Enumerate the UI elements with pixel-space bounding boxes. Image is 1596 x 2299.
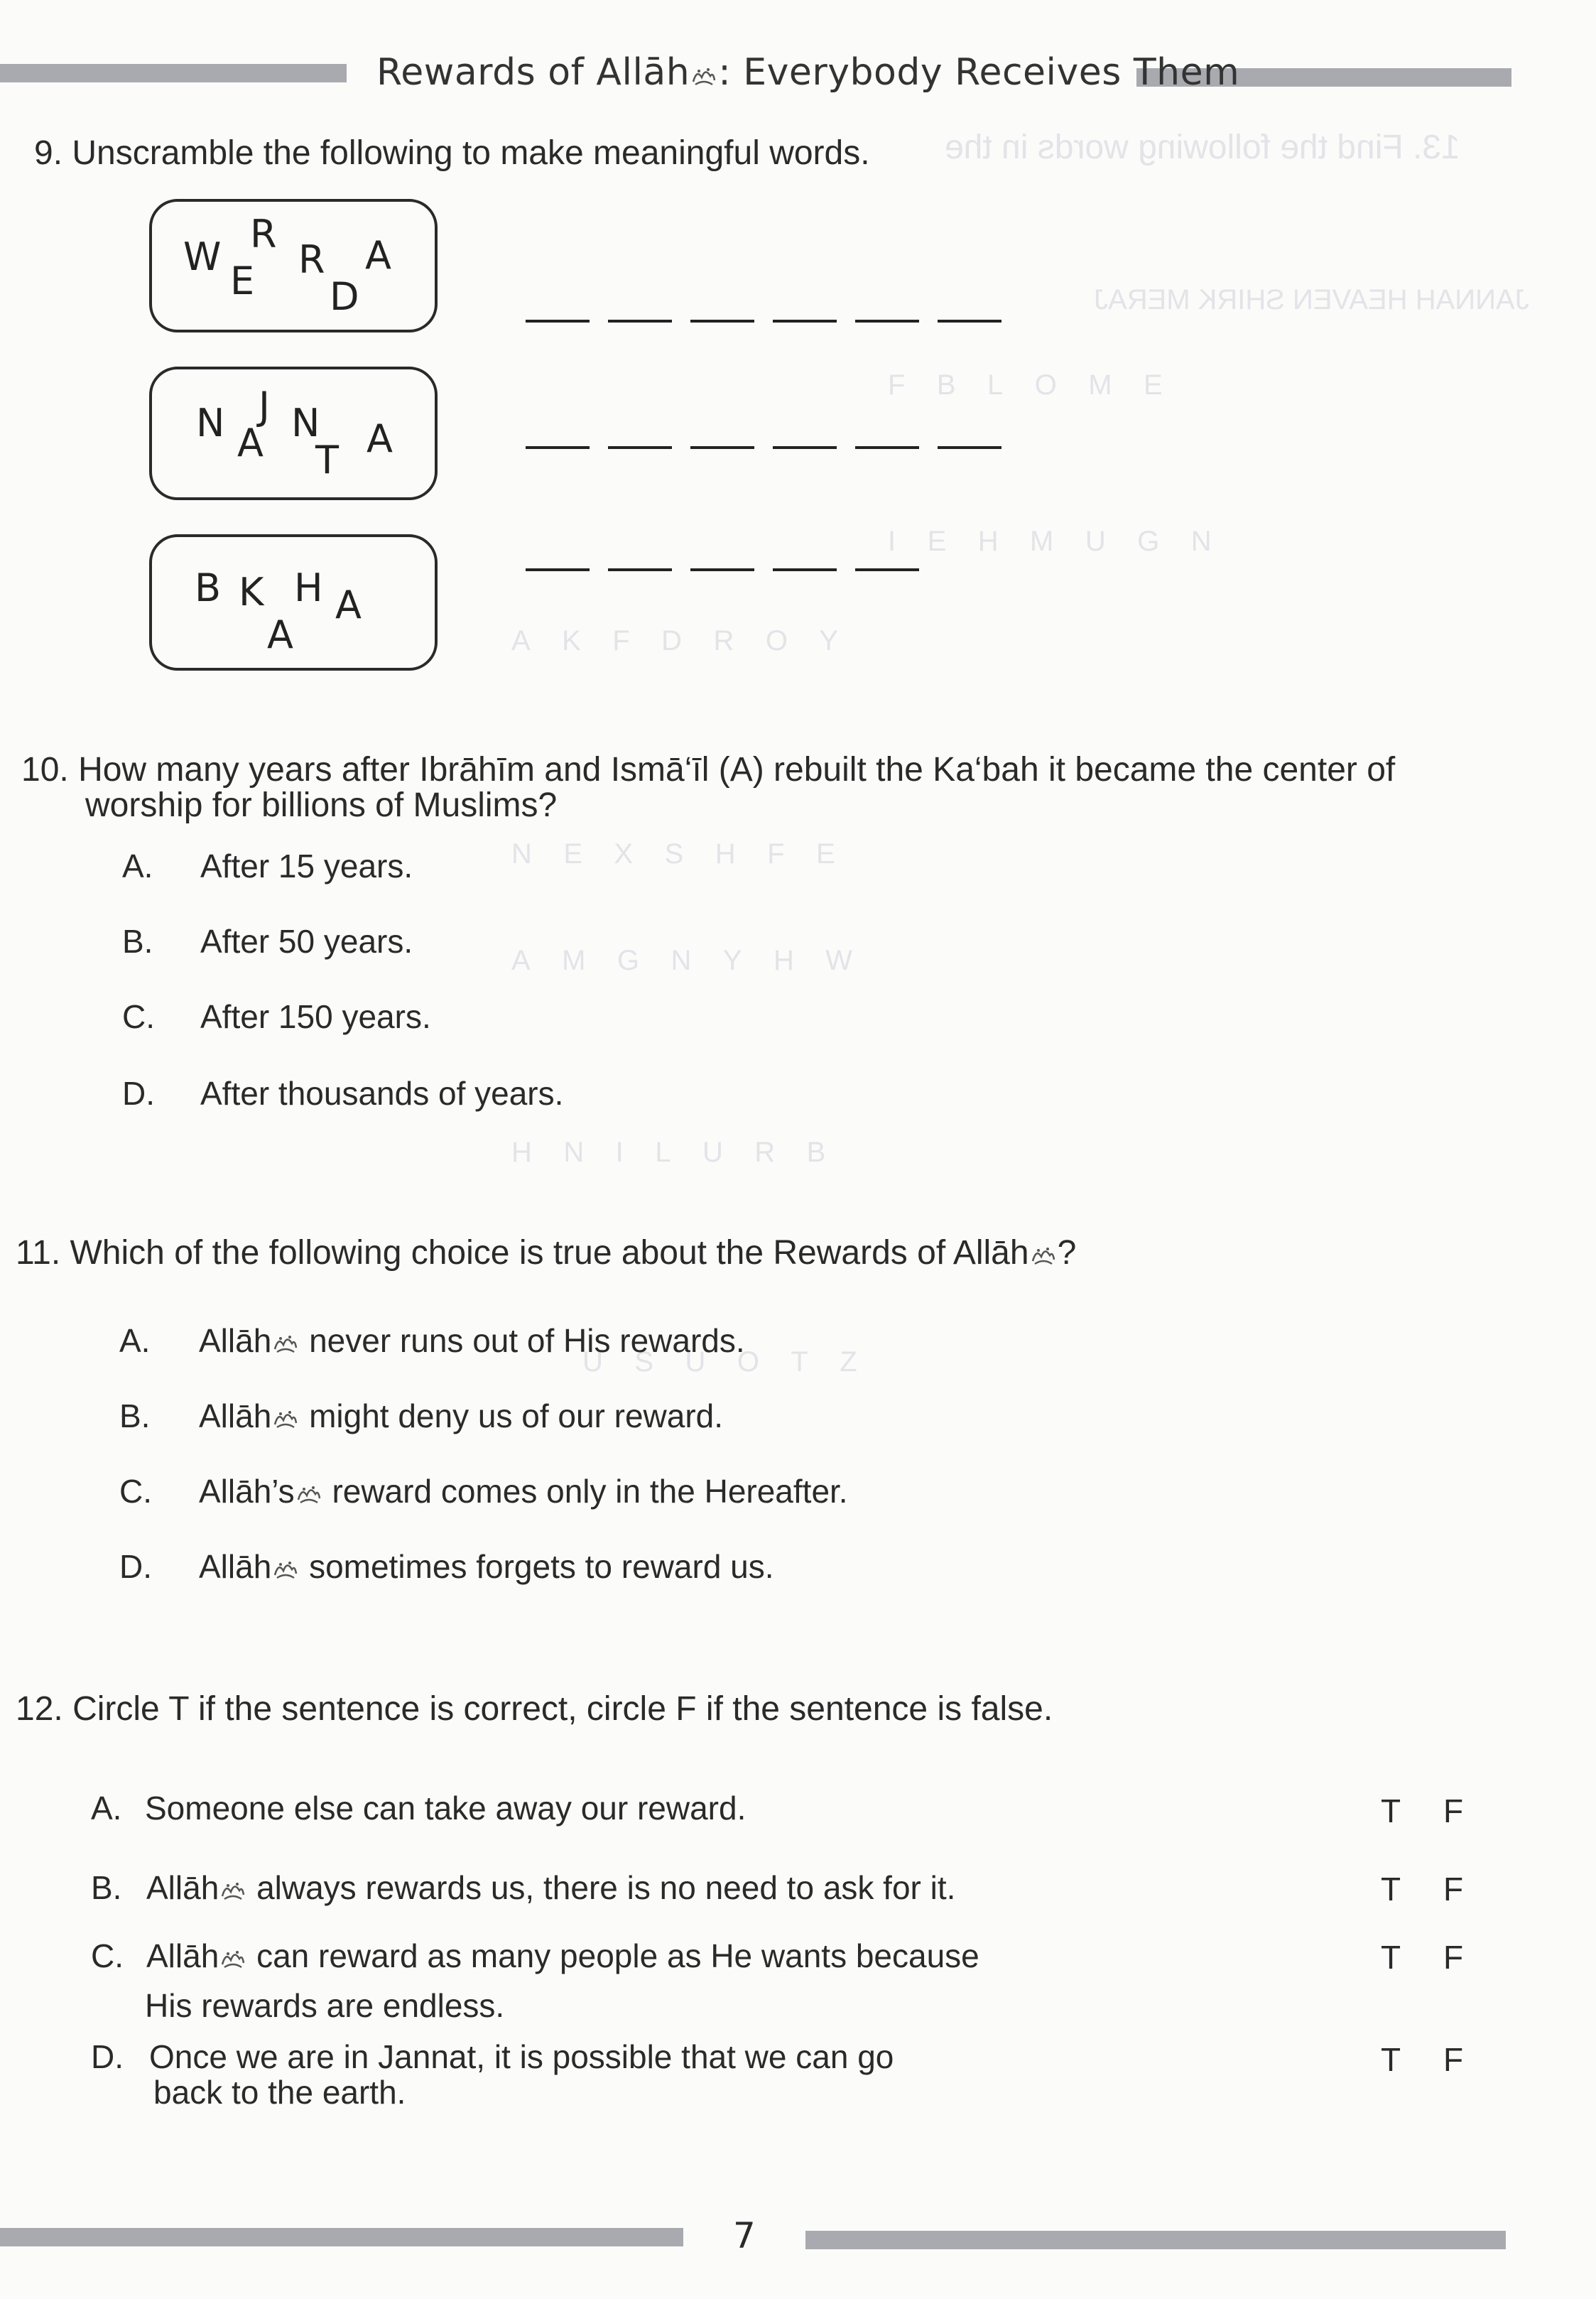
- question-10-line-2: worship for billions of Muslims?: [85, 786, 558, 824]
- answer-blanks-1: [526, 318, 1001, 323]
- false-option[interactable]: F: [1443, 1792, 1464, 1829]
- false-option[interactable]: F: [1443, 1939, 1464, 1976]
- scramble-box-3: [149, 534, 438, 671]
- option-label: C.: [122, 998, 155, 1035]
- item-text-end: always rewards us, there is no need to ask for it.: [247, 1869, 956, 1906]
- tf-item-c-line-2: His rewards are endless.: [145, 1987, 505, 2024]
- scramble-letter: A: [365, 233, 391, 278]
- answer-blank[interactable]: [855, 445, 919, 449]
- true-option[interactable]: T: [1381, 1792, 1401, 1829]
- scramble-letter: E: [230, 259, 255, 303]
- item-text-start: Allāh: [146, 1937, 219, 1974]
- scramble-letter: N: [196, 401, 225, 445]
- answer-blank[interactable]: [526, 445, 590, 449]
- answer-blank[interactable]: [855, 567, 919, 571]
- question-10-line-1: 10. How many years after Ibrāhīm and Ismā‘īl (A) rebuilt the Ka‘bah it became the center of: [21, 751, 1396, 789]
- option-label: A.: [122, 848, 153, 885]
- tf-item-c-text: [146, 1937, 979, 1975]
- scramble-letter: A: [335, 583, 362, 627]
- scramble-letter: B: [195, 566, 222, 610]
- answer-blank[interactable]: [938, 445, 1001, 449]
- true-option[interactable]: T: [1381, 2041, 1401, 2078]
- option-c-after-150[interactable]: After 150 years.: [200, 998, 431, 1035]
- tf-item-d-text: Once we are in Jannat, it is possible that we can go: [149, 2038, 894, 2075]
- tf-item-d-line-2: back to the earth.: [153, 2074, 406, 2111]
- question-11-end: ?: [1057, 1234, 1077, 1272]
- answer-blank[interactable]: [608, 567, 672, 571]
- tf-item-a-text: Someone else can take away our reward.: [145, 1790, 747, 1827]
- salla-icon: [273, 1324, 298, 1347]
- answer-blank[interactable]: [938, 318, 1001, 323]
- option-text-end: might deny us of our reward.: [300, 1397, 724, 1434]
- salla-icon: [296, 1475, 322, 1498]
- scramble-letter: D: [330, 274, 359, 319]
- footer-bar-left: [0, 2228, 683, 2246]
- salla-icon: [1031, 1236, 1056, 1259]
- scramble-letter: R: [298, 237, 325, 282]
- header-title-end: : Everybody Receives Them: [718, 51, 1240, 94]
- option-c-only-hereafter[interactable]: [199, 1472, 848, 1510]
- salla-icon: [273, 1400, 298, 1422]
- scramble-letter: A: [267, 612, 293, 657]
- option-label: A.: [119, 1322, 151, 1359]
- answer-blank[interactable]: [773, 318, 837, 323]
- option-text-end: reward comes only in the Hereafter.: [322, 1473, 848, 1510]
- option-text-start: Allāh: [199, 1548, 272, 1585]
- footer-bar-right: [805, 2231, 1506, 2249]
- answer-blank[interactable]: [690, 445, 754, 449]
- false-option[interactable]: F: [1443, 1871, 1464, 1908]
- scramble-letter: R: [250, 212, 277, 256]
- answer-blank[interactable]: [773, 445, 837, 449]
- scramble-letter: J: [259, 384, 270, 428]
- item-label: A.: [91, 1790, 122, 1827]
- scramble-letter: A: [367, 416, 393, 461]
- salla-icon: [220, 1871, 246, 1894]
- answer-blank[interactable]: [773, 567, 837, 571]
- page-number: 7: [733, 2215, 756, 2256]
- option-b-after-50[interactable]: After 50 years.: [200, 923, 413, 960]
- option-label: D.: [122, 1075, 155, 1112]
- scramble-letter: K: [239, 570, 264, 615]
- option-label: B.: [122, 923, 153, 960]
- scramble-letter: T: [315, 438, 339, 482]
- option-label: D.: [119, 1548, 152, 1585]
- answer-blank[interactable]: [690, 567, 754, 571]
- salla-icon: [220, 1940, 246, 1962]
- option-a-never-runs-out[interactable]: [199, 1321, 745, 1360]
- option-b-might-deny[interactable]: [199, 1397, 723, 1435]
- answer-blanks-2: [526, 445, 1001, 449]
- option-label: B.: [119, 1397, 151, 1434]
- true-option[interactable]: T: [1381, 1871, 1401, 1908]
- header-title: [376, 51, 1239, 94]
- option-text-end: sometimes forgets to reward us.: [300, 1548, 774, 1585]
- false-option[interactable]: F: [1443, 2041, 1464, 2078]
- option-text-start: Allāh: [199, 1322, 272, 1359]
- question-11-text: [16, 1233, 1076, 1272]
- option-text-start: Allāh’s: [199, 1473, 295, 1510]
- scramble-letter: N: [291, 401, 320, 445]
- option-text-end: never runs out of His rewards.: [300, 1322, 745, 1359]
- answer-blank[interactable]: [690, 318, 754, 323]
- item-label: B.: [91, 1869, 122, 1906]
- scramble-letter: A: [237, 421, 264, 465]
- option-d-sometimes-forgets[interactable]: [199, 1547, 774, 1586]
- option-d-after-thousands[interactable]: After thousands of years.: [200, 1075, 564, 1112]
- salla-icon: [273, 1550, 298, 1573]
- item-text-end: can reward as many people as He wants because: [247, 1937, 979, 1974]
- answer-blank[interactable]: [526, 318, 590, 323]
- option-label: C.: [119, 1473, 152, 1510]
- tf-item-b-text: [146, 1868, 955, 1907]
- scramble-letter: H: [294, 566, 323, 610]
- answer-blank[interactable]: [608, 445, 672, 449]
- header-title-start: Rewards of Allāh: [376, 51, 690, 94]
- option-a-after-15[interactable]: After 15 years.: [200, 848, 413, 885]
- item-label: C.: [91, 1937, 124, 1974]
- scramble-box-2: [149, 367, 438, 500]
- answer-blank[interactable]: [608, 318, 672, 323]
- true-option[interactable]: T: [1381, 1939, 1401, 1976]
- question-11-start: 11. Which of the following choice is true about the Rewards of Allāh: [16, 1234, 1029, 1272]
- answer-blank[interactable]: [526, 567, 590, 571]
- item-label: D.: [91, 2038, 124, 2075]
- question-12-text: 12. Circle T if the sentence is correct, circle F if the sentence is false.: [16, 1690, 1053, 1728]
- scramble-letter: W: [183, 234, 222, 279]
- answer-blank[interactable]: [855, 318, 919, 323]
- item-text-start: Allāh: [146, 1869, 219, 1906]
- header-bar-left: [0, 64, 347, 82]
- option-text-start: Allāh: [199, 1397, 272, 1434]
- salla-icon: [691, 54, 717, 77]
- answer-blanks-3: [526, 567, 919, 571]
- question-9-text: 9. Unscramble the following to make meaningful words.: [34, 134, 870, 172]
- scramble-box-1: [149, 199, 438, 332]
